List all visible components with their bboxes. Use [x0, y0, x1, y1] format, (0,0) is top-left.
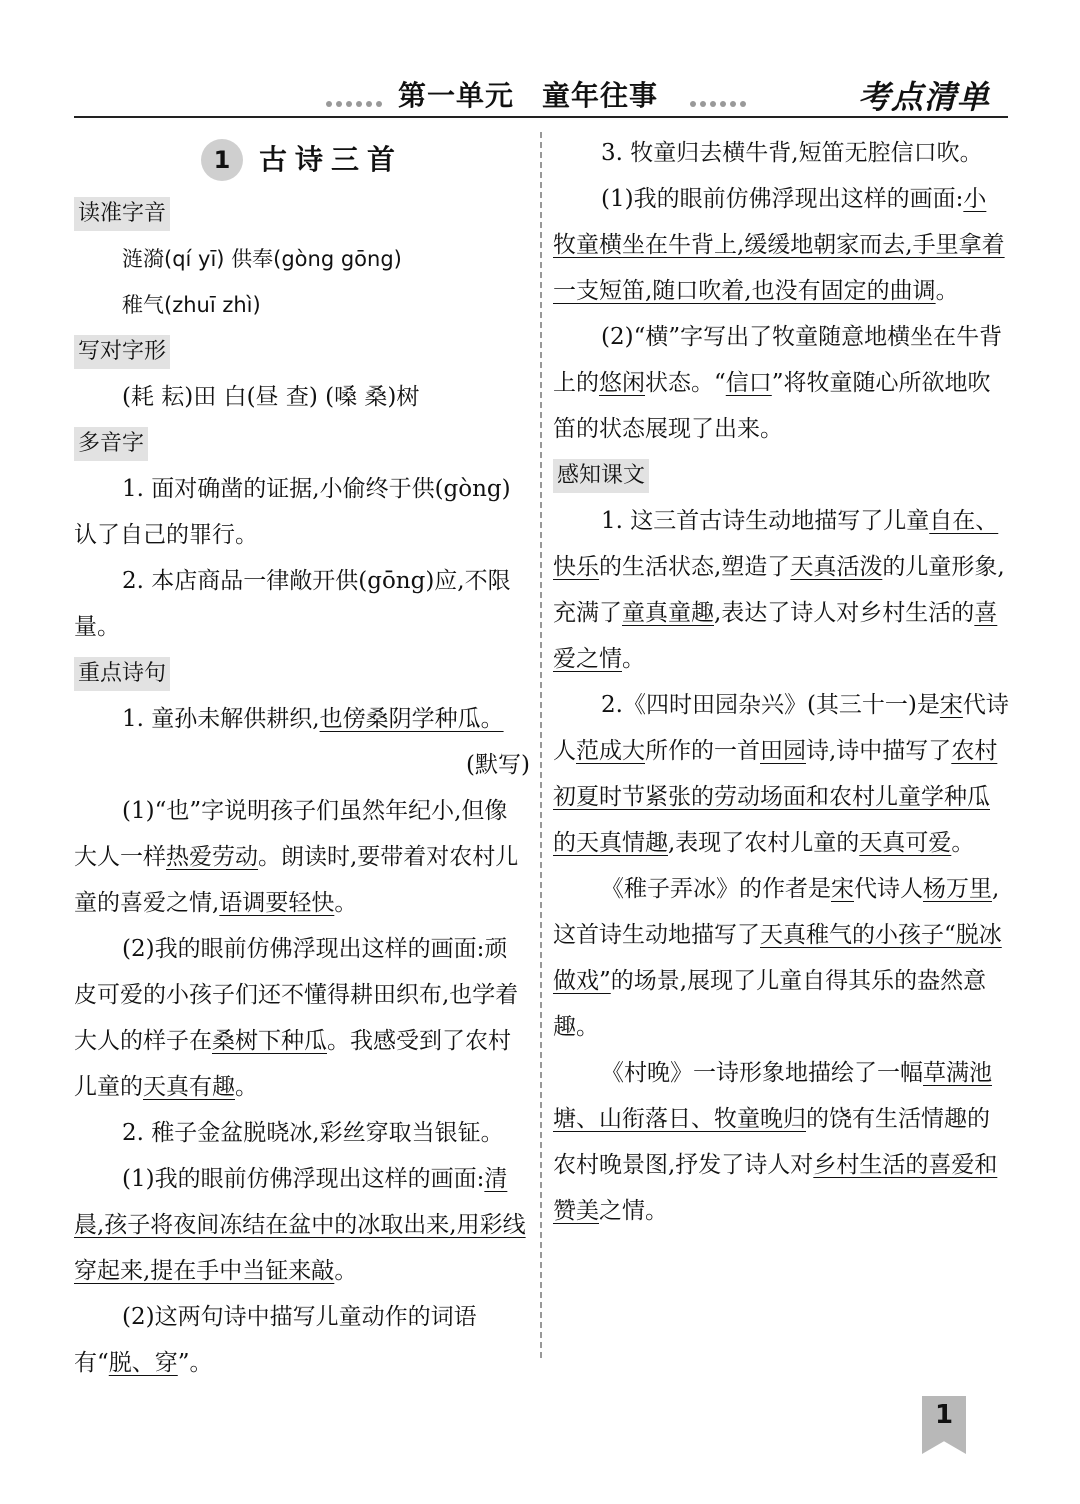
text: 之情。	[599, 1198, 668, 1224]
right-column	[553, 130, 1009, 1234]
characters-line: (耗 耘)田 白(昼 查) (嗓 桑)树	[122, 384, 420, 410]
answer: 杨万里	[923, 876, 992, 902]
text: (1)我的眼前仿佛浮现出这样的画面:	[601, 186, 964, 212]
q2-1	[74, 1156, 530, 1294]
q3-2	[553, 314, 1009, 452]
answer: 桑树下种瓜	[212, 1028, 327, 1054]
answer: 农村初夏时节紧张的劳动场面和农村儿童学种瓜的天真情趣	[553, 738, 998, 856]
poem-1	[74, 696, 530, 742]
text: 《稚子弄冰》的作者是	[601, 876, 831, 902]
text: 。	[935, 278, 959, 304]
poem-1-first: 1. 童孙未解供耕织,	[122, 706, 320, 732]
section-heading-pronunciation: 读准字音	[74, 197, 170, 231]
section-heading-key-lines: 重点诗句	[74, 657, 170, 691]
answer: 喜爱之情	[553, 600, 998, 672]
text: 诗,诗中描写了	[806, 738, 952, 764]
q1-1	[74, 788, 530, 926]
section-heading-characters: 写对字形	[74, 335, 170, 369]
text: 的儿童形象,充满了	[553, 554, 1005, 626]
header-rule	[74, 116, 1008, 118]
text: 代诗人	[854, 876, 923, 902]
perceive-4	[553, 1050, 1009, 1234]
answer: 语调要轻快	[219, 890, 335, 916]
text: (2)这两句诗中描写儿童动作的词语有“	[74, 1304, 477, 1376]
text: ”。	[177, 1350, 213, 1376]
answer: 范成大	[576, 738, 645, 764]
text: (1)我的眼前仿佛浮现出这样的画面:	[122, 1166, 485, 1192]
answer: 悠闲	[599, 370, 645, 396]
text: 。	[622, 646, 645, 672]
answer: 草满池塘、山衔落日、牧童晚归	[553, 1060, 992, 1132]
text: 的饶有生活情趣的农村晚景图,抒发了诗人对	[553, 1106, 990, 1178]
text: 的场景,展现了儿童自得其乐的盎然意趣。	[553, 968, 987, 1040]
text: (1)“也”字说明孩子们虽然年纪小,但像大人一样	[74, 798, 508, 870]
poem-1-dictation: 也傍桑阴学种瓜。	[319, 706, 504, 732]
text: 。	[334, 890, 358, 916]
text: ,这首诗生动地描写了	[553, 876, 1000, 948]
perceive-2	[553, 682, 1009, 866]
left-column	[74, 130, 530, 1386]
q3-1	[553, 176, 1009, 314]
poem-2: 2. 稚子金盆脱晓冰,彩丝穿取当银钲。	[122, 1120, 504, 1146]
unit-theme: 童年往事	[542, 79, 659, 112]
answer: 小牧童横坐在牛背上,缓缓地朝家而去,手里拿着一支短笛,随口吹着,也没有固定的曲调	[553, 186, 1005, 304]
answer: 天真有趣	[143, 1074, 235, 1100]
text: 1. 这三首古诗生动地描写了儿童	[601, 508, 930, 534]
text: ,表现了农村儿童的	[668, 830, 860, 856]
checklist-title: 考点清单	[858, 78, 991, 116]
poem-3: 3. 牧童归去横牛背,短笛无腔信口吹。	[601, 140, 983, 166]
text: 状态。“	[645, 370, 726, 396]
answer: 天真活泼	[790, 554, 883, 580]
text: (2)“横”字写出了牧童随意地横坐在牛背上的	[553, 324, 1003, 396]
answer: 童真童趣	[622, 600, 714, 626]
text: 代诗人	[553, 692, 1009, 764]
text: 。	[235, 1074, 258, 1100]
text: (2)我的眼前仿佛浮现出这样的画面:顽皮可爱的小孩子们还不懂得耕田织布,也学着大人的样子在	[74, 936, 519, 1054]
lesson-heading	[74, 130, 530, 188]
pronunciation-line-2: 稚气(zhuī zhì)	[122, 293, 261, 317]
answer: 宋	[831, 876, 854, 902]
polyphone-item-1: 1. 面对确凿的证据,小偷终于供(gòng)认了自己的罪行。	[74, 476, 511, 548]
answer: 天真稚气的小孩子“脱冰做戏”	[553, 922, 1002, 994]
answer: 乡村生活的喜爱和赞美	[553, 1152, 998, 1224]
column-divider	[540, 132, 542, 1358]
pronunciation-line-1: 涟漪(qí yī) 供奉(gòng gōng)	[122, 247, 402, 271]
answer: 脱、穿	[108, 1350, 178, 1376]
text: 的生活状态,塑造了	[599, 554, 791, 580]
polyphone-item-2: 2. 本店商品一律敞开供(gōng)应,不限量。	[74, 568, 511, 640]
perceive-1	[553, 498, 1009, 682]
q1-2	[74, 926, 530, 1110]
page-number: 1	[934, 1400, 954, 1430]
header-dots-left	[326, 92, 386, 100]
answer: 信口	[725, 370, 772, 396]
text: 。朗读时,要带着对农村儿童的喜爱之情,	[74, 844, 519, 916]
poem-1-note: (默写)	[466, 752, 530, 778]
text: 。我感受到了农村儿童的	[74, 1028, 511, 1100]
text: ,表达了诗人对乡村生活的	[714, 600, 975, 626]
answer: 宋	[939, 692, 963, 718]
section-heading-perceive: 感知课文	[553, 459, 649, 493]
q2-2	[74, 1294, 530, 1386]
answer: 自在、快乐	[553, 508, 999, 580]
perceive-3	[553, 866, 1009, 1050]
text: 2.《四时田园杂兴》(其三十一)是	[601, 692, 940, 718]
answer: 天真可爱	[859, 830, 952, 856]
text: 。	[951, 830, 975, 856]
unit-label: 第一单元	[398, 79, 515, 112]
section-heading-polyphone: 多音字	[74, 427, 148, 461]
unit-title	[398, 74, 658, 114]
lesson-title: 古诗三首	[258, 143, 403, 176]
text: 《村晚》一诗形象地描绘了一幅	[601, 1060, 923, 1086]
answer: 热爱劳动	[166, 844, 258, 870]
header-dots-right	[690, 92, 750, 100]
text: 所作的一首	[645, 738, 760, 764]
lesson-number-badge: 1	[201, 139, 243, 181]
text: ”将牧童随心所欲地吹笛的状态展现了出来。	[553, 370, 991, 442]
answer: 田园	[760, 738, 806, 764]
answer: 清晨,孩子将夜间冻结在盆中的冰取出来,用彩线穿起来,提在手中当钲来敲	[74, 1166, 526, 1284]
text: 。	[334, 1258, 358, 1284]
